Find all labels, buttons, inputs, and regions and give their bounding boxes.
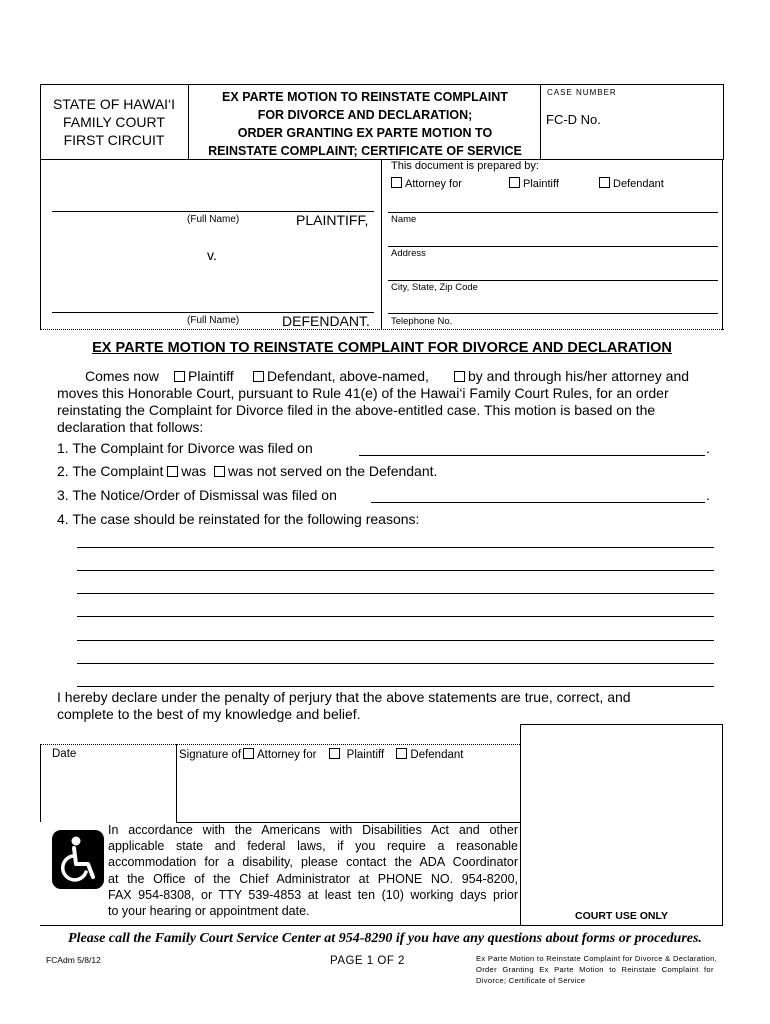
ada-line-4: at the Office of the Chief Administrator at PHONE NO. 954-8200, bbox=[108, 871, 518, 886]
court-name: FAMILY COURT bbox=[63, 114, 165, 130]
address-line[interactable] bbox=[388, 246, 718, 247]
state-name: STATE OF HAWAI‘I bbox=[52, 96, 176, 112]
form-description-line-2: Order Granting Ex Parte Motion to Reinstate Complaint for bbox=[476, 965, 714, 974]
court-use-label: COURT USE ONLY bbox=[575, 910, 668, 922]
ada-notice bbox=[108, 822, 518, 919]
item-2-text-a: 2. The Complaint bbox=[57, 463, 164, 479]
complaint-filed-date-line[interactable] bbox=[359, 455, 705, 456]
page-number: PAGE 1 OF 2 bbox=[330, 955, 405, 967]
service-center-notice: Please call the Family Court Service Center at 954-8290 if you have any questions about forms or procedures. bbox=[68, 931, 702, 946]
title-line-3: ORDER GRANTING EX PARTE MOTION TO bbox=[237, 126, 493, 140]
motion-line-3: reinstating the Complaint for Divorce filed in the above-entitled case. This motion is based on the bbox=[57, 402, 656, 418]
case-number-field[interactable]: FC-D No. bbox=[546, 112, 601, 127]
plaintiff-label: PLAINTIFF, bbox=[296, 212, 369, 228]
city-label: City, State, Zip Code bbox=[391, 282, 478, 293]
plaintiff-option-label: Plaintiff bbox=[188, 368, 234, 384]
phone-line[interactable] bbox=[388, 313, 718, 314]
name-label: Name bbox=[391, 214, 417, 225]
phone-label: Telephone No. bbox=[391, 316, 453, 327]
prepared-defendant-label: Defendant bbox=[613, 178, 664, 190]
attorney-option[interactable] bbox=[454, 368, 689, 385]
ada-line-5: FAX 954-8308, or TTY 539-4853 at least ten (10) working days prior bbox=[108, 887, 518, 902]
checkbox-icon[interactable] bbox=[599, 177, 610, 188]
prepared-attorney-option[interactable] bbox=[391, 177, 462, 190]
accessibility-icon bbox=[52, 830, 104, 889]
address-label: Address bbox=[391, 248, 426, 259]
court-use-box bbox=[520, 724, 723, 925]
reason-line-2[interactable] bbox=[77, 570, 714, 571]
reason-line-1[interactable] bbox=[77, 547, 714, 548]
signature-attorney-label: Attorney for bbox=[257, 749, 317, 761]
motion-line-2: moves this Honorable Court, pursuant to Rule 41(e) of the Hawai‘i Family Court Rules, for an order bbox=[57, 385, 669, 401]
declaration-line-1: I hereby declare under the penalty of perjury that the above statements are true, correct, and bbox=[57, 689, 631, 705]
reason-line-4[interactable] bbox=[77, 616, 714, 617]
footer-rule bbox=[40, 925, 723, 926]
ada-line-6: to your hearing or appointment date. bbox=[108, 904, 310, 919]
dismissal-date-line[interactable] bbox=[371, 502, 705, 503]
item-2-text-c: was not served on the Defendant. bbox=[228, 463, 438, 479]
signature-of-label: Signature of bbox=[179, 749, 242, 761]
prepared-attorney-label: Attorney for bbox=[405, 178, 462, 190]
signature-plaintiff-label: Plaintiff bbox=[346, 749, 385, 761]
title-line-2: FOR DIVORCE AND DECLARATION; bbox=[257, 108, 473, 122]
comes-now-text: Comes now bbox=[85, 368, 159, 384]
prepared-plaintiff-option[interactable] bbox=[509, 177, 559, 190]
defendant-option[interactable] bbox=[253, 368, 429, 385]
date-label: Date bbox=[52, 748, 77, 760]
form-id: FCAdm 5/8/12 bbox=[46, 955, 101, 965]
item-4: 4. The case should be reinstated for the following reasons: bbox=[57, 511, 420, 527]
caption-bottom-rule bbox=[40, 329, 724, 330]
header-divider-right bbox=[540, 84, 541, 160]
item-3-period: . bbox=[706, 487, 710, 503]
item-3: 3. The Notice/Order of Dismissal was filed on bbox=[57, 487, 337, 503]
checkbox-icon[interactable] bbox=[243, 748, 254, 759]
motion-heading: EX PARTE MOTION TO REINSTATE COMPLAINT FOR DIVORCE AND DECLARATION bbox=[92, 340, 672, 356]
defendant-label: DEFENDANT. bbox=[282, 313, 370, 329]
declaration bbox=[57, 689, 717, 723]
city-line[interactable] bbox=[388, 280, 718, 281]
prepared-plaintiff-label: Plaintiff bbox=[523, 178, 559, 190]
ada-line-2: applicable state and federal laws, if you require a reasonable bbox=[108, 839, 518, 854]
plaintiff-option[interactable] bbox=[174, 368, 234, 385]
prepared-defendant-option[interactable] bbox=[599, 177, 664, 190]
item-1-period: . bbox=[706, 440, 710, 456]
checkbox-icon[interactable] bbox=[214, 466, 225, 477]
form-description bbox=[476, 953, 726, 986]
full-name-label-1: (Full Name) bbox=[187, 214, 240, 225]
declaration-line-2: complete to the best of my knowledge and belief. bbox=[57, 706, 361, 722]
signature-of bbox=[179, 748, 519, 761]
checkbox-icon[interactable] bbox=[509, 177, 520, 188]
caption-left-border bbox=[40, 160, 41, 330]
form-description-line-1: Ex Parte Motion to Reinstate Complaint for Divorce & Declaration, bbox=[476, 954, 718, 963]
checkbox-icon[interactable] bbox=[329, 748, 340, 759]
prepared-by-label: This document is prepared by: bbox=[391, 160, 539, 172]
motion-line-4: declaration that follows: bbox=[57, 419, 204, 435]
checkbox-icon[interactable] bbox=[167, 466, 178, 477]
ada-line-3: accommodation for a disability, please contact the ADA Coordinator bbox=[108, 855, 518, 870]
item-2 bbox=[57, 463, 707, 480]
reason-line-5[interactable] bbox=[77, 640, 714, 641]
versus-label: v. bbox=[207, 247, 217, 263]
defendant-option-label: Defendant, above-named, bbox=[267, 368, 429, 384]
signature-top-rule bbox=[40, 744, 520, 745]
caption-mid-border bbox=[381, 160, 382, 330]
reason-line-7[interactable] bbox=[77, 686, 714, 687]
circuit-name: FIRST CIRCUIT bbox=[63, 132, 165, 148]
checkbox-icon[interactable] bbox=[396, 748, 407, 759]
checkbox-icon[interactable] bbox=[253, 371, 264, 382]
title-line-1: EX PARTE MOTION TO REINSTATE COMPLAINT bbox=[222, 90, 508, 104]
reason-line-3[interactable] bbox=[77, 593, 714, 594]
title-line-4: REINSTATE COMPLAINT; CERTIFICATE OF SERVICE bbox=[208, 144, 522, 158]
checkbox-icon[interactable] bbox=[391, 177, 402, 188]
full-name-label-2: (Full Name) bbox=[187, 315, 240, 326]
attorney-option-label: by and through his/her attorney and bbox=[468, 368, 690, 384]
checkbox-icon[interactable] bbox=[454, 371, 465, 382]
header-divider-left bbox=[188, 84, 189, 160]
signature-left-border bbox=[40, 744, 41, 822]
name-line[interactable] bbox=[388, 212, 718, 213]
checkbox-icon[interactable] bbox=[174, 371, 185, 382]
motion-line-1 bbox=[57, 368, 717, 385]
court-block bbox=[44, 95, 184, 149]
item-2-text-b: was bbox=[181, 463, 207, 479]
ada-line-1: In accordance with the Americans with Disabilities Act and other bbox=[108, 823, 518, 837]
case-number-label: CASE NUMBER bbox=[547, 88, 617, 97]
signature-mid-border bbox=[176, 744, 177, 822]
form-description-line-3: Divorce; Certificate of Service bbox=[476, 976, 586, 985]
reason-line-6[interactable] bbox=[77, 663, 714, 664]
document-title bbox=[190, 88, 540, 160]
signature-defendant-label: Defendant bbox=[410, 749, 464, 761]
caption-right-border bbox=[722, 160, 723, 330]
item-1: 1. The Complaint for Divorce was filed on bbox=[57, 440, 313, 456]
motion-body bbox=[57, 368, 717, 436]
